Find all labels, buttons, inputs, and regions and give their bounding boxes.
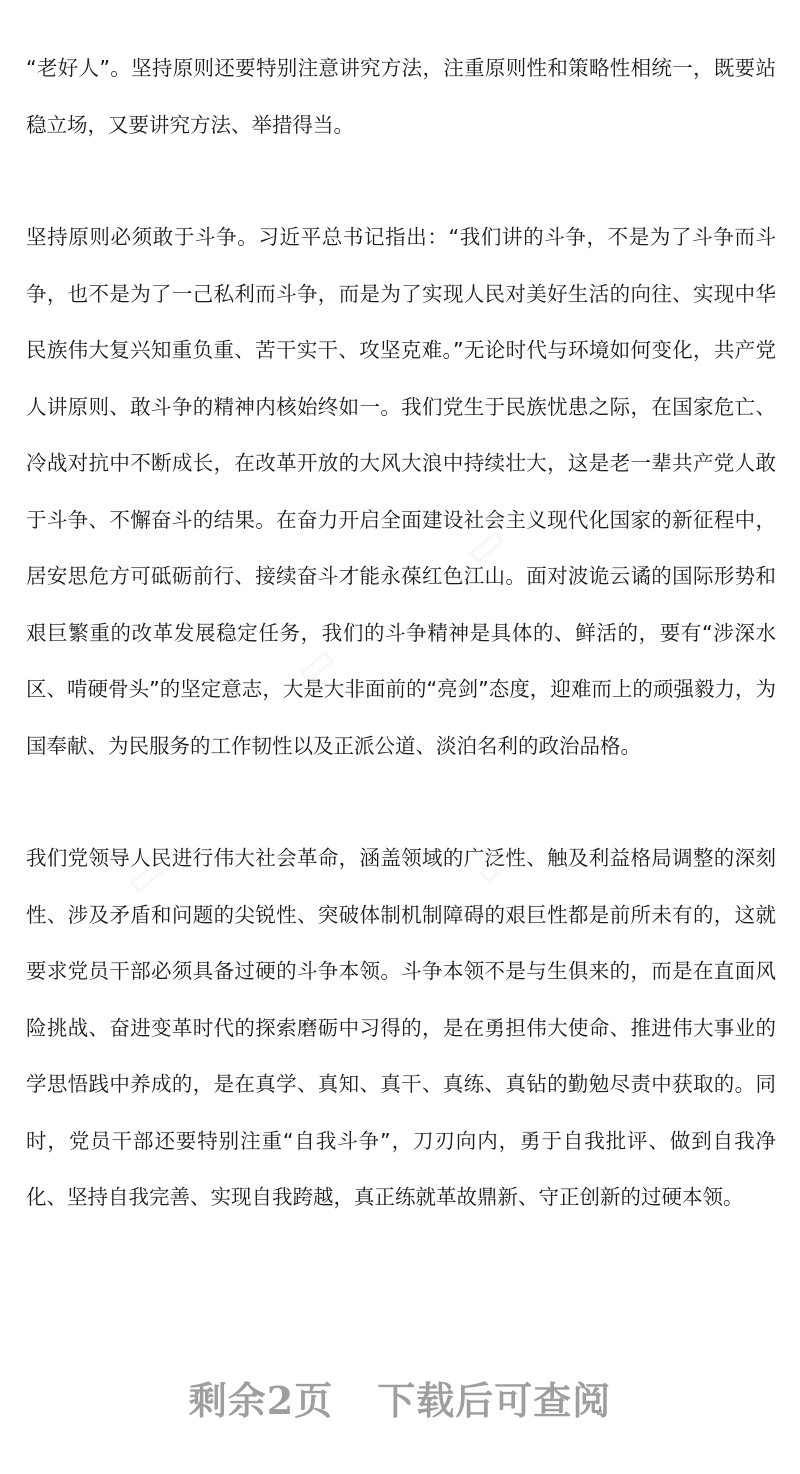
paragraph: 我们党领导人民进行伟大社会革命，涵盖领域的广泛性、触及利益格局调整的深刻性、涉及矛盾和问题的尖锐性、突破体制机制障碍的艰巨性都是前所未有的，这就要求党员干部必须具备过硬的斗争本领。斗争本领不是与生俱来的，而是在直面风险挑战、奋进变革时代的探索磨砺中习得的，是在勇担伟大使命、推进伟大事业的学思悟践中养成的，是在真学、真知、真干、真练、真钻的勤勉尽责中获取的。同时，党员干部还要特别注重“自我斗争”，刀刃向内，勇于自我批评、做到自我净化、坚持自我完善、实现自我跨越，真正练就革故鼎新、守正创新的过硬本领。 [26,846,776,1209]
remaining-pages-label: 剩余2页 [188,1378,334,1423]
download-to-view-label: 下载后可查阅 [377,1378,612,1423]
paragraph: 坚持原则必须敢于斗争。习近平总书记指出：“我们讲的斗争，不是为了斗争而斗争，也不是为了一己私利而斗争，而是为了实现人民对美好生活的向往、实现中华民族伟大复兴知重负重、苦干实干、攻坚克难。”无论时代与环境如何变化，共产党人讲原则、敢斗争的精神内核始终如一。我们党生于民族忧患之际，在国家危亡、冷战对抗中不断成长，在改革开放的大风大浪中持续壮大，这是老一辈共产党人敢于斗争、不懈奋斗的结果。在奋力开启全面建设社会主义现代化国家的新征程中，居安思危方可砥砺前行、接续奋斗才能永葆红色江山。面对波诡云谲的国际形势和艰巨繁重的改革发展稳定任务，我们的斗争精神是具体的、鲜活的，要有“涉深水区、啃硬骨头”的坚定意志，大是大非面前的“亮剑”态度，迎难而上的顽强毅力，为国奉献、为民服务的工作韧性以及正派公道、淡泊名利的政治品格。 [26,225,776,758]
download-prompt[interactable] [0,1370,800,1425]
document-body [26,40,776,1226]
paragraph: “老好人”。坚持原则还要特别注意讲究方法，注重原则性和策略性相统一，既要站稳立场，又要讲究方法、举措得当。 [26,56,776,137]
